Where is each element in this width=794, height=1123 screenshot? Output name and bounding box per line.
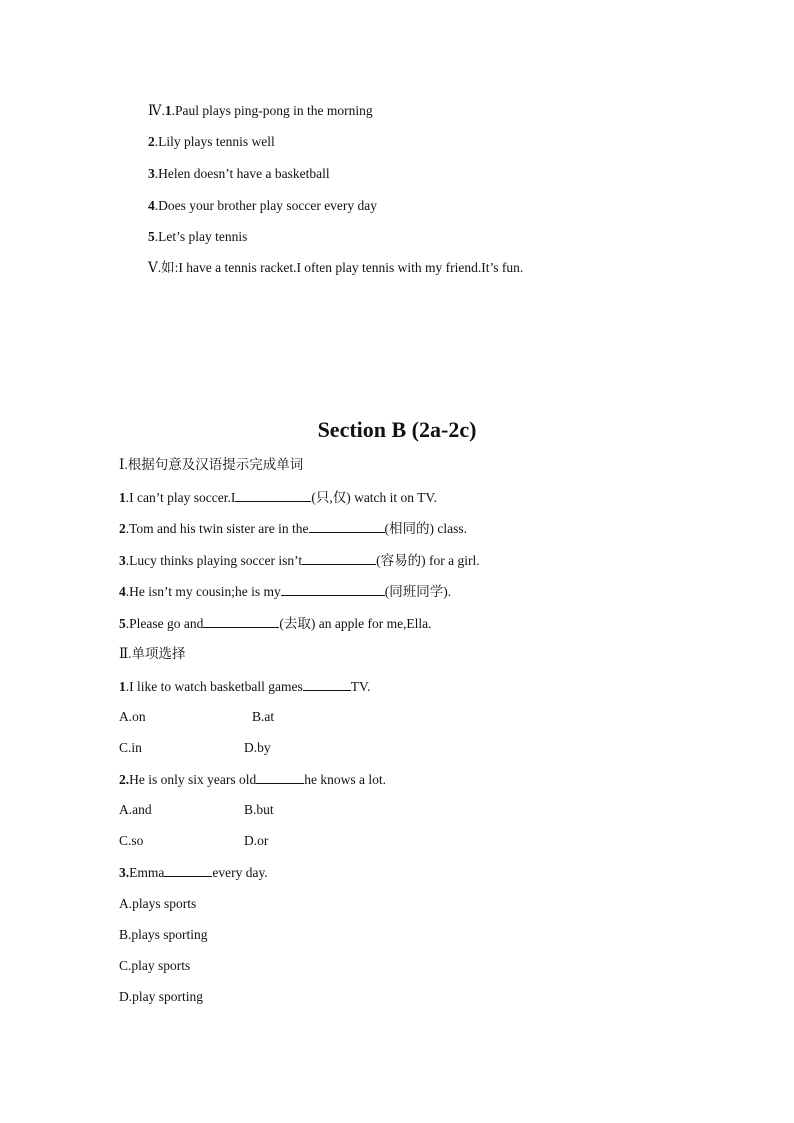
question-num: 1 [119, 679, 126, 694]
answer-line-2 [148, 133, 275, 151]
item-hint: (同班同学). [384, 584, 452, 599]
answer-blank[interactable] [235, 488, 311, 502]
item-hint: (只,仅) watch it on TV. [311, 490, 437, 505]
answer-line-4 [148, 197, 377, 215]
part1-item-5 [119, 614, 432, 633]
roman-numeral-4: Ⅳ. [148, 103, 165, 118]
answer-blank[interactable] [164, 863, 212, 877]
answer-num: 3 [148, 166, 155, 181]
question-text: He is only six years old [129, 772, 257, 787]
answer-text: .Does your brother play soccer every day [154, 198, 378, 213]
item-text: .Tom and his twin sister are in the [125, 521, 309, 536]
item-hint: (相同的) class. [384, 521, 468, 536]
question-num: 2. [119, 772, 130, 787]
answer-line-1 [148, 102, 373, 120]
answer-num: 2 [148, 134, 155, 149]
question-text: Emma [129, 865, 165, 880]
answer-num: 4 [148, 198, 155, 213]
answer-blank[interactable] [203, 614, 279, 628]
answer-line-3 [148, 165, 330, 183]
question-1 [119, 677, 370, 696]
part1-item-4 [119, 582, 451, 601]
answer-blank[interactable] [302, 551, 376, 565]
item-hint: (容易的) for a girl. [376, 553, 480, 568]
answer-text: .Let’s play tennis [154, 229, 248, 244]
answer-line-v: Ⅴ.如:I have a tennis racket.I often play tennis with my friend.It’s fun. [148, 260, 524, 275]
question-2 [119, 770, 386, 789]
option-1a[interactable]: A.on [119, 709, 146, 724]
answer-blank[interactable] [303, 677, 351, 691]
question-text: .I like to watch basketball games [125, 679, 303, 694]
answer-blank[interactable] [309, 519, 385, 533]
option-3b[interactable]: B.plays sporting [119, 927, 208, 942]
option-2a[interactable]: A.and [119, 802, 152, 817]
question-3 [119, 863, 268, 882]
question-text-after: he knows a lot. [304, 772, 386, 787]
item-text: .Please go and [125, 616, 204, 631]
item-num: 2 [119, 521, 126, 536]
part1-item-1 [119, 488, 437, 507]
question-text-after: every day. [212, 865, 268, 880]
option-1d[interactable]: D.by [244, 740, 271, 755]
question-text-after: TV. [350, 679, 371, 694]
item-text: .I can’t play soccer.I [125, 490, 236, 505]
answer-num: 5 [148, 229, 155, 244]
option-3c[interactable]: C.play sports [119, 958, 191, 973]
item-num: 1 [119, 490, 126, 505]
option-1c[interactable]: C.in [119, 740, 142, 755]
answer-blank[interactable] [256, 770, 304, 784]
answer-num: 1 [164, 103, 172, 118]
answer-blank[interactable] [281, 582, 385, 596]
part1-item-3 [119, 551, 480, 570]
item-text: .He isn’t my cousin;he is my [125, 584, 281, 599]
part1-heading: Ⅰ.根据句意及汉语提示完成单词 [119, 457, 304, 472]
question-num: 3. [119, 865, 130, 880]
item-num: 3 [119, 553, 126, 568]
answer-text: .Paul plays ping-pong in the morning [171, 103, 373, 118]
option-2c[interactable]: C.so [119, 833, 144, 848]
option-2d[interactable]: D.or [244, 833, 269, 848]
item-text: .Lucy thinks playing soccer isn’t [125, 553, 303, 568]
item-hint: (去取) an apple for me,Ella. [279, 616, 432, 631]
option-3d[interactable]: D.play sporting [119, 989, 203, 1004]
item-num: 4 [119, 584, 126, 599]
option-3a[interactable]: A.plays sports [119, 896, 197, 911]
part2-heading: Ⅱ.单项选择 [119, 646, 186, 661]
answer-line-5 [148, 228, 247, 246]
part1-item-2 [119, 519, 467, 538]
option-2b[interactable]: B.but [244, 802, 274, 817]
option-1b[interactable]: B.at [252, 709, 275, 724]
answer-text: .Helen doesn’t have a basketball [154, 166, 330, 181]
section-title: Section B (2a-2c) [317, 417, 477, 442]
item-num: 5 [119, 616, 126, 631]
answer-text: .Lily plays tennis well [154, 134, 275, 149]
